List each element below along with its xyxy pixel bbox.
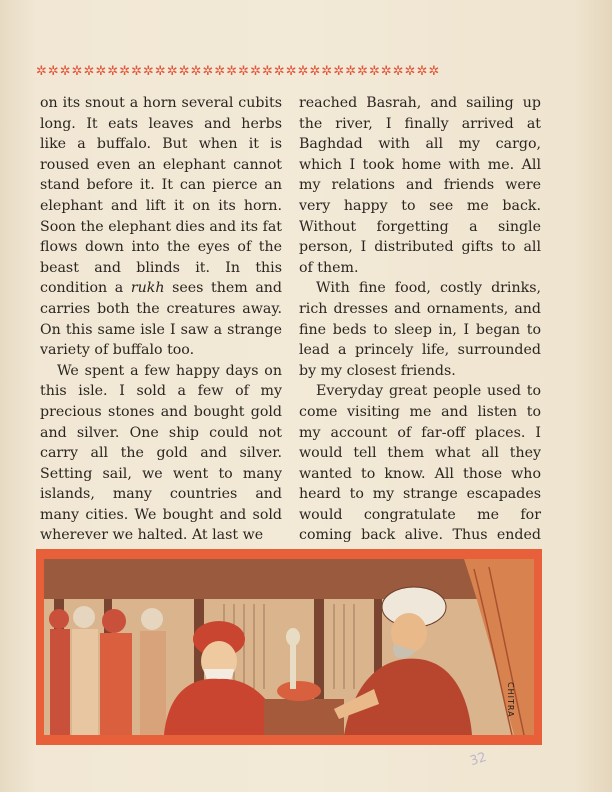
paragraph: reached Basrah, and sailing up the river, I finally arrived at Baghdad with all my cargo, which I took home with me. All my relations and friends were very happy to see me back. Without forgetting a single person, I distributed gifts to all of them. bbox=[299, 95, 541, 276]
text-column-right bbox=[299, 93, 541, 567]
page-number: 32 bbox=[468, 749, 489, 770]
italic-word: rukh bbox=[130, 280, 165, 297]
text-column-left bbox=[40, 93, 282, 546]
crowd-figures bbox=[49, 606, 166, 735]
paragraph: Everyday great people used to come visiting me and listen to my account of far-off places. I would tell them what all they wanted to know. All those who heard to my strange escapades would congratulate me for coming back alive. Thus ended bbox=[299, 383, 541, 544]
artist-signature: CHITRA bbox=[506, 682, 515, 718]
illustration-scene bbox=[44, 559, 534, 735]
decorative-border: ✲✲✲✲✲✲✲✲✲✲✲✲✲✲✲✲✲✲✲✲✲✲✲✲✲✲✲✲✲✲✲✲✲✲ bbox=[36, 64, 441, 79]
paragraph: on its snout a horn several cubits long. It eats leaves and herbs like a buffalo. But when it is roused even an elephant cannot stand before it. It can pierce an elephant and lift it on its horn. Soon the elephant dies and its fat flows down into the eyes of the beast and blinds it. In this condition a rukh sees them and carries both the creatures away. On this same isle I saw a strange variety of buffalo too. bbox=[40, 95, 283, 359]
story-illustration bbox=[36, 549, 542, 745]
paragraph: With fine food, costly drinks, rich dresses and ornaments, and fine beds to sleep in, I began to lead a princely life, surrounded by my closest friends. bbox=[299, 280, 541, 379]
paragraph: We spent a few happy days on this isle. I sold a few of my precious stones and bought gold and silver. One ship could not carry all the gold and silver. Setting sail, we went to many islands, many countries and many cities. We bought and sold wherever we halted. At last we bbox=[40, 362, 282, 544]
